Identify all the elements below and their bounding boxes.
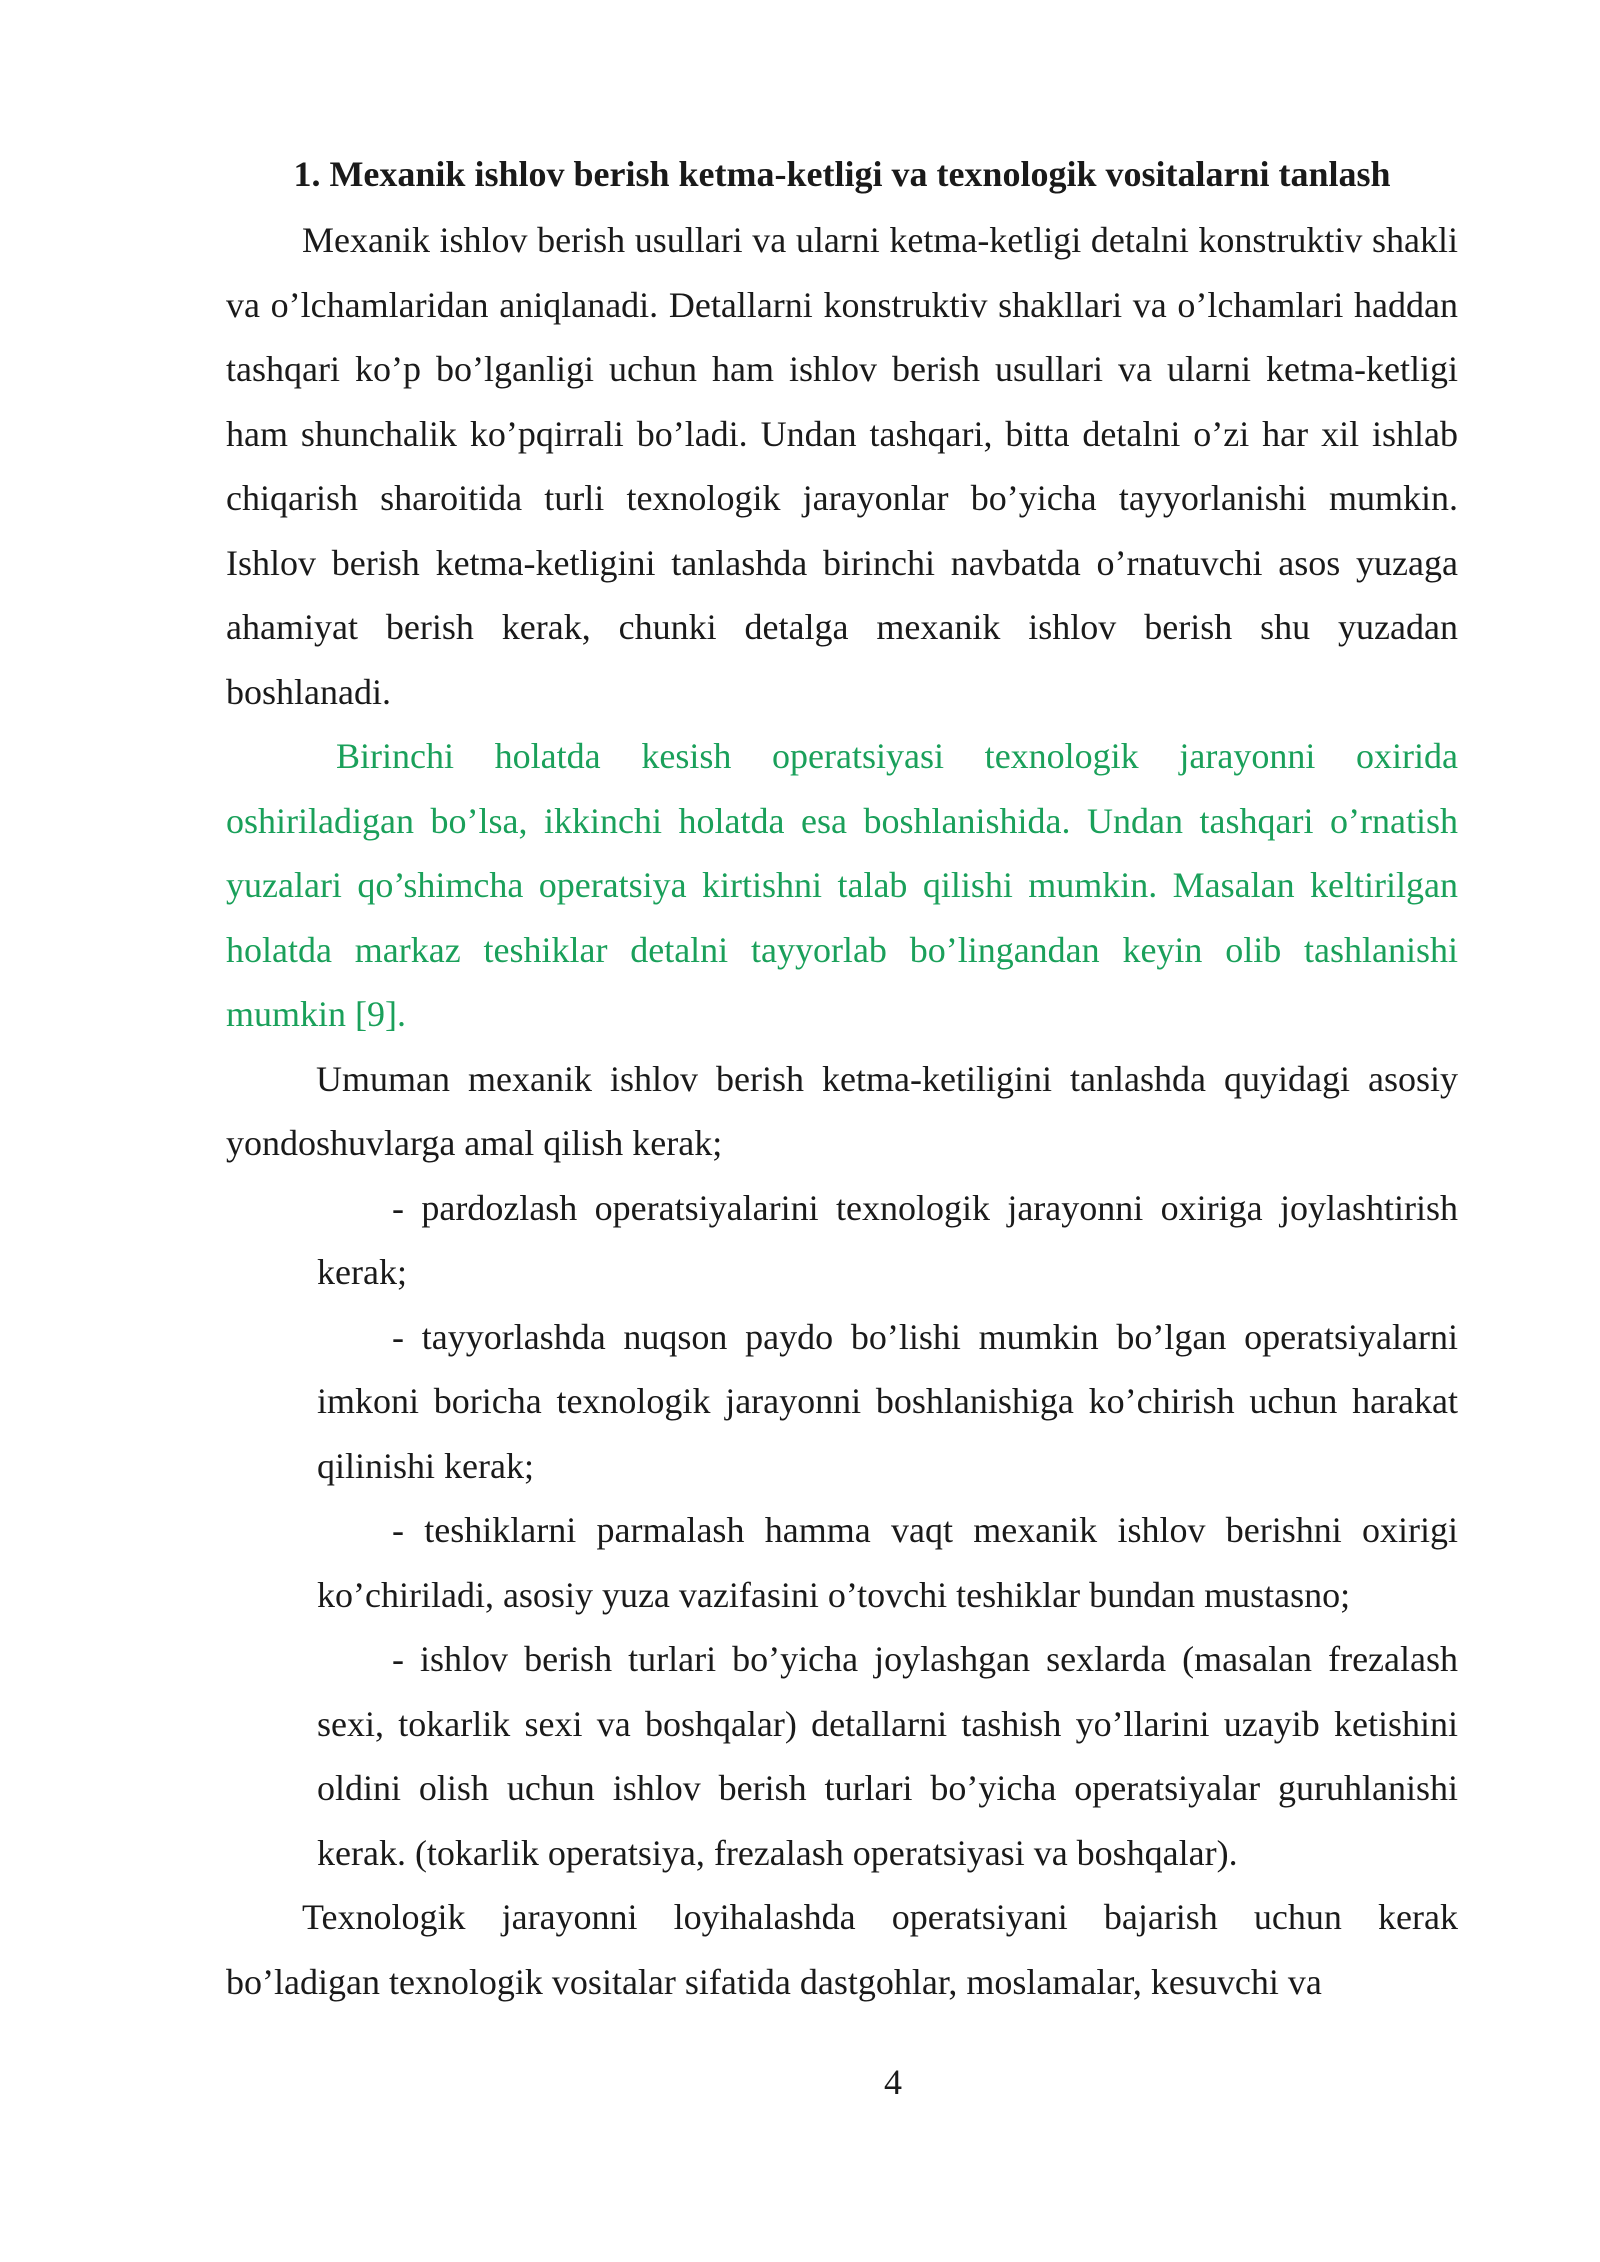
approach-list (226, 1176, 1458, 1886)
paragraph-intro: Mexanik ishlov berish usullari va ularni ketma-ketligi detalni konstruktiv shakli va o’lchamlaridan aniqlanadi. Detallarni konstruktiv shakllari va o’lchamlari haddan tashqari ko’p bo’lganligi uchun ham ishlov berish usullari va ularni ketma-ketligi ham shunchalik ko’pqirrali bo’ladi. Undan tashqari, bitta detalni o’zi har xil ishlab chiqarish sharoitida turli texnologik jarayonlar bo’yicha tayyorlanishi mumkin. Ishlov berish ketma-ketligini tanlashda birinchi navbatda o’rnatuvchi asos yuzaga ahamiyat berish kerak, chunki detalga mexanik ishlov berish shu yuzadan boshlanadi. (226, 220, 1458, 712)
paragraph-approaches: Umuman mexanik ishlov berish ketma-ketiligini tanlashda quyidagi asosiy yondoshuvlarga amal qilish kerak; (226, 1058, 1458, 1163)
paragraph-design: Texnologik jarayonni loyihalashda operatsiyani bajarish uchun kerak bo’ladigan texnologik vositalar sifatida dastgohlar, moslamalar, kesuvchi va (226, 1897, 1458, 2002)
list-item: - tayyorlashda nuqson paydo bo’lishi mumkin bo’lgan operatsiyalarni imkoni boricha texnologik jarayonni boshlanishiga ko’chirish uchun harakat qilinishi kerak; (317, 1316, 1458, 1486)
page-number: 4 (884, 2062, 902, 2102)
list-item: - pardozlash operatsiyalarini texnologik jarayonni oxiriga joylashtirish kerak; (317, 1187, 1458, 1292)
list-item: - ishlov berish turlari bo’yicha joylashgan sexlarda (masalan frezalash sexi, tokarlik sexi va boshqalar) detallarni tashish yo’llarini uzayib ketishini oldini olish uchun ishlov berish turlari bo’yicha operatsiyalar guruhlanishi kerak. (tokarlik operatsiya, frezalash operatsiyasi va boshqalar). (317, 1639, 1458, 1873)
paragraph-highlighted: Birinchi holatda kesish operatsiyasi texnologik jarayonni oxirida oshiriladigan bo’lsa, ikkinchi holatda esa boshlanishida. Undan tashqari o’rnatish yuzalari qo’shimcha operatsiya kirtishni talab qilishi mumkin. Masalan keltirilgan holatda markaz teshiklar detalni tayyorlab bo’lingandan keyin olib tashlanishi mumkin [9]. (226, 736, 1458, 1034)
document-page (226, 150, 1458, 2014)
section-heading: 1. Mexanik ishlov berish ketma-ketligi va texnologik vositalarni tanlash (293, 154, 1391, 194)
list-item: - teshiklarni parmalash hamma vaqt mexanik ishlov berishni oxirigi ko’chiriladi, asosiy yuza vazifasini o’tovchi teshiklar bundan mustasno; (317, 1510, 1458, 1615)
